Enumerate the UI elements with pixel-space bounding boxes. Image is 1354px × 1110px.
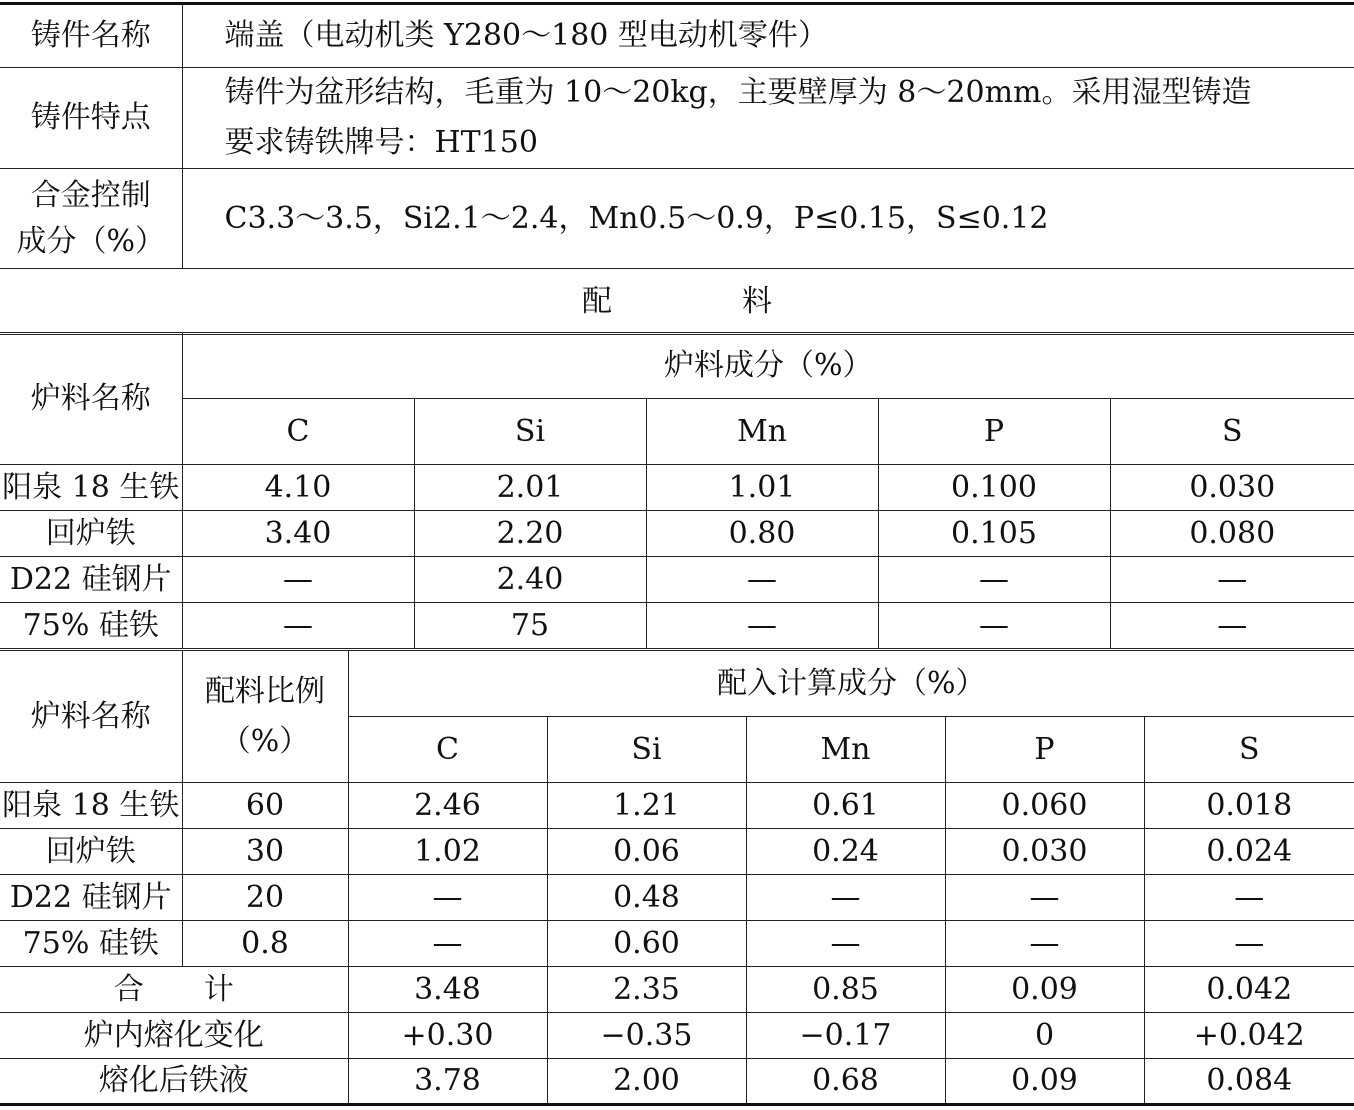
table-cell: 0.85 <box>746 967 945 1013</box>
table-row <box>0 465 1354 511</box>
charge-col-s: S <box>1110 399 1354 465</box>
table-row <box>0 921 1354 967</box>
charge-col-c: C <box>182 399 414 465</box>
calc-col-si: Si <box>547 717 746 783</box>
table-cell: −0.35 <box>547 1013 746 1059</box>
charge-header-row <box>0 333 1354 399</box>
calc-row-name: 75% 硅铁 <box>0 921 182 967</box>
calc-ratio-header <box>182 651 348 783</box>
table-cell: 2.40 <box>414 557 646 603</box>
table-cell: 2.20 <box>414 511 646 557</box>
summary-row-total <box>0 967 1354 1013</box>
table-cell: — <box>1144 875 1354 921</box>
calc-row-ratio: 0.8 <box>182 921 348 967</box>
table-cell: 0 <box>945 1013 1144 1059</box>
table-cell: 0.084 <box>1144 1059 1354 1105</box>
table-cell: — <box>1110 603 1354 649</box>
table-cell: 0.24 <box>746 829 945 875</box>
table-cell: 75 <box>414 603 646 649</box>
summary-label-melting-change: 炉内熔化变化 <box>0 1013 348 1059</box>
table-cell: 2.00 <box>547 1059 746 1105</box>
total-label-b: 计 <box>203 971 234 1007</box>
calc-col-s: S <box>1144 717 1354 783</box>
calc-col-mn: Mn <box>746 717 945 783</box>
table-row <box>0 557 1354 603</box>
section-title-right: 料 <box>742 283 772 319</box>
summary-label-molten-iron: 熔化后铁液 <box>0 1059 348 1105</box>
calc-row-name: D22 硅钢片 <box>0 875 182 921</box>
summary-label-total <box>0 967 348 1013</box>
value-casting-features <box>182 68 1354 169</box>
table-row <box>0 783 1354 829</box>
label-casting-name: 铸件名称 <box>0 4 182 68</box>
alloy-label-line-2: 成分（%） <box>16 223 165 259</box>
table-cell: 4.10 <box>182 465 414 511</box>
calc-row-ratio: 60 <box>182 783 348 829</box>
charge-name-header: 炉料名称 <box>0 333 182 465</box>
table-row <box>0 829 1354 875</box>
table-row <box>0 875 1354 921</box>
table-cell: 0.61 <box>746 783 945 829</box>
table-cell: 1.01 <box>646 465 878 511</box>
table-cell: — <box>746 875 945 921</box>
table-cell: — <box>1110 557 1354 603</box>
calc-col-c: C <box>348 717 547 783</box>
summary-row-melting-change <box>0 1013 1354 1059</box>
label-alloy-control <box>0 169 182 269</box>
table-cell: 3.40 <box>182 511 414 557</box>
alloy-label-line-1: 合金控制 <box>30 177 151 213</box>
table-cell: — <box>945 921 1144 967</box>
charge-row-name: 75% 硅铁 <box>0 603 182 649</box>
section-title-left: 配 <box>582 283 612 319</box>
table-cell: — <box>182 603 414 649</box>
table-cell: — <box>646 603 878 649</box>
table-cell: 0.024 <box>1144 829 1354 875</box>
calc-header-row <box>0 651 1354 717</box>
table-cell: 2.01 <box>414 465 646 511</box>
total-label-a: 合 <box>113 971 144 1007</box>
features-line-1: 铸件为盆形结构，毛重为 10～20kg，主要壁厚为 8～20mm。采用湿型铸造 <box>224 75 1252 110</box>
table-cell: 0.030 <box>1110 465 1354 511</box>
table-cell: −0.17 <box>746 1013 945 1059</box>
table-cell: 0.80 <box>646 511 878 557</box>
charge-row-name: D22 硅钢片 <box>0 557 182 603</box>
charge-row-name: 阳泉 18 生铁 <box>0 465 182 511</box>
table-cell: 0.030 <box>945 829 1144 875</box>
ratio-header-line-1: 配料比例 <box>205 673 325 709</box>
table-cell: — <box>348 875 547 921</box>
summary-row-molten-iron <box>0 1059 1354 1105</box>
table-cell: — <box>646 557 878 603</box>
ratio-header-line-2: （%） <box>220 723 310 759</box>
table-cell: — <box>878 603 1110 649</box>
table-cell: 1.21 <box>547 783 746 829</box>
table-cell: +0.30 <box>348 1013 547 1059</box>
table-cell: 0.68 <box>746 1059 945 1105</box>
table-cell: 3.48 <box>348 967 547 1013</box>
table-cell: 0.06 <box>547 829 746 875</box>
info-row-features <box>0 68 1354 169</box>
charge-column-row <box>0 399 1354 465</box>
value-casting-name: 端盖（电动机类 Y280～180 型电动机零件） <box>182 4 1354 68</box>
calc-row-name: 阳泉 18 生铁 <box>0 783 182 829</box>
info-row-name <box>0 4 1354 68</box>
table-cell: — <box>746 921 945 967</box>
table-cell: 2.46 <box>348 783 547 829</box>
charge-col-si: Si <box>414 399 646 465</box>
table-cell: 0.60 <box>547 921 746 967</box>
label-casting-features: 铸件特点 <box>0 68 182 169</box>
charge-comp-header: 炉料成分（%） <box>182 333 1354 399</box>
calc-row-ratio: 30 <box>182 829 348 875</box>
table-cell: 0.48 <box>547 875 746 921</box>
calc-row-name: 回炉铁 <box>0 829 182 875</box>
calc-comp-header: 配入计算成分（%） <box>348 651 1354 717</box>
charge-col-p: P <box>878 399 1110 465</box>
table-cell: 3.78 <box>348 1059 547 1105</box>
section-title <box>0 269 1354 335</box>
table-row <box>0 603 1354 649</box>
table-cell: — <box>945 875 1144 921</box>
table-cell: — <box>348 921 547 967</box>
table-cell: 0.060 <box>945 783 1144 829</box>
table-cell: 0.042 <box>1144 967 1354 1013</box>
table-cell: — <box>878 557 1110 603</box>
table-cell: — <box>1144 921 1354 967</box>
charge-row-name: 回炉铁 <box>0 511 182 557</box>
table-cell: 0.100 <box>878 465 1110 511</box>
section-title-row <box>0 269 1354 335</box>
value-alloy-control: C3.3～3.5，Si2.1～2.4，Mn0.5～0.9，P≤0.15，S≤0.12 <box>182 169 1354 269</box>
table-cell: — <box>182 557 414 603</box>
table-cell: 2.35 <box>547 967 746 1013</box>
calc-name-header: 炉料名称 <box>0 651 182 783</box>
charge-col-mn: Mn <box>646 399 878 465</box>
table-cell: +0.042 <box>1144 1013 1354 1059</box>
table-cell: 0.080 <box>1110 511 1354 557</box>
info-row-alloy <box>0 169 1354 269</box>
calculated-composition-table <box>0 650 1354 1106</box>
charge-composition-table <box>0 332 1354 649</box>
table-cell: 0.105 <box>878 511 1110 557</box>
table-cell: 0.09 <box>945 1059 1144 1105</box>
calc-row-ratio: 20 <box>182 875 348 921</box>
table-row <box>0 511 1354 557</box>
features-line-2: 要求铸铁牌号：HT150 <box>224 125 538 160</box>
calc-col-p: P <box>945 717 1144 783</box>
table-cell: 1.02 <box>348 829 547 875</box>
table-cell: 0.018 <box>1144 783 1354 829</box>
casting-info-table <box>0 2 1354 335</box>
table-cell: 0.09 <box>945 967 1144 1013</box>
